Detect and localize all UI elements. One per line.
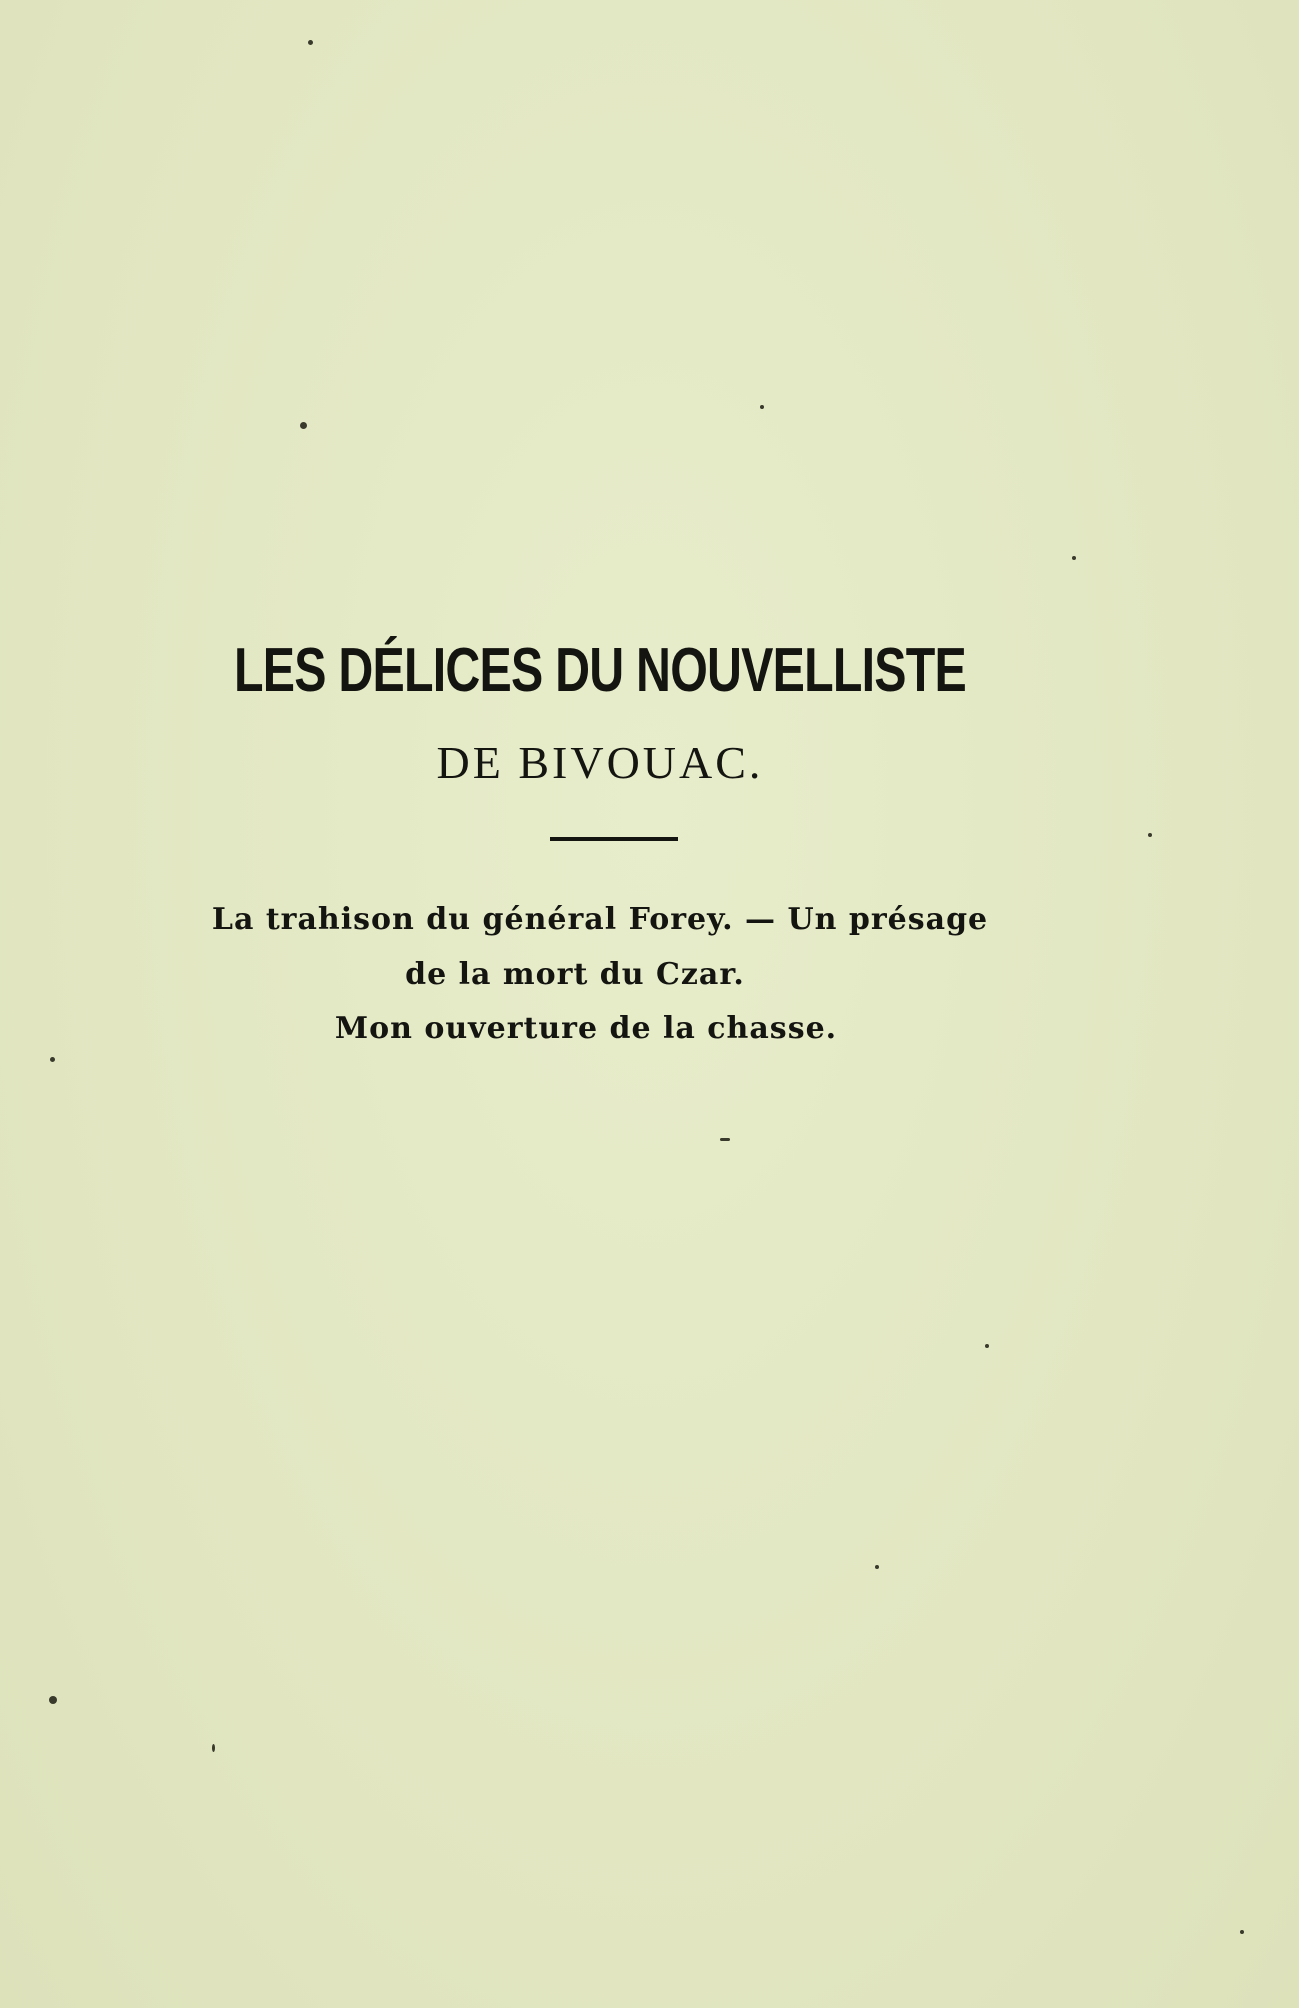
paper-speck — [760, 405, 764, 409]
divider-rule — [550, 837, 678, 841]
summary-line-2: de la mort du Czar. — [405, 957, 745, 992]
paper-speck — [875, 1565, 879, 1569]
paper-speck — [720, 1138, 730, 1141]
chapter-subtitle: DE BIVOUAC. — [436, 737, 764, 788]
chapter-title: LES DÉLICES DU NOUVELLISTE — [233, 636, 967, 705]
paper-speck — [50, 1057, 55, 1062]
paper-speck — [212, 1744, 215, 1752]
paper-speck — [1072, 556, 1076, 560]
paper-speck — [1148, 833, 1152, 837]
paper-speck — [49, 1696, 57, 1704]
paper-speck — [300, 422, 307, 429]
summary-line-1: La trahison du général Forey. — Un présage — [211, 902, 989, 937]
summary-line-3: Mon ouverture de la chasse. — [334, 1011, 838, 1046]
paper-speck — [308, 40, 313, 45]
paper-speck — [985, 1344, 989, 1348]
paper-speck — [1240, 1930, 1244, 1934]
